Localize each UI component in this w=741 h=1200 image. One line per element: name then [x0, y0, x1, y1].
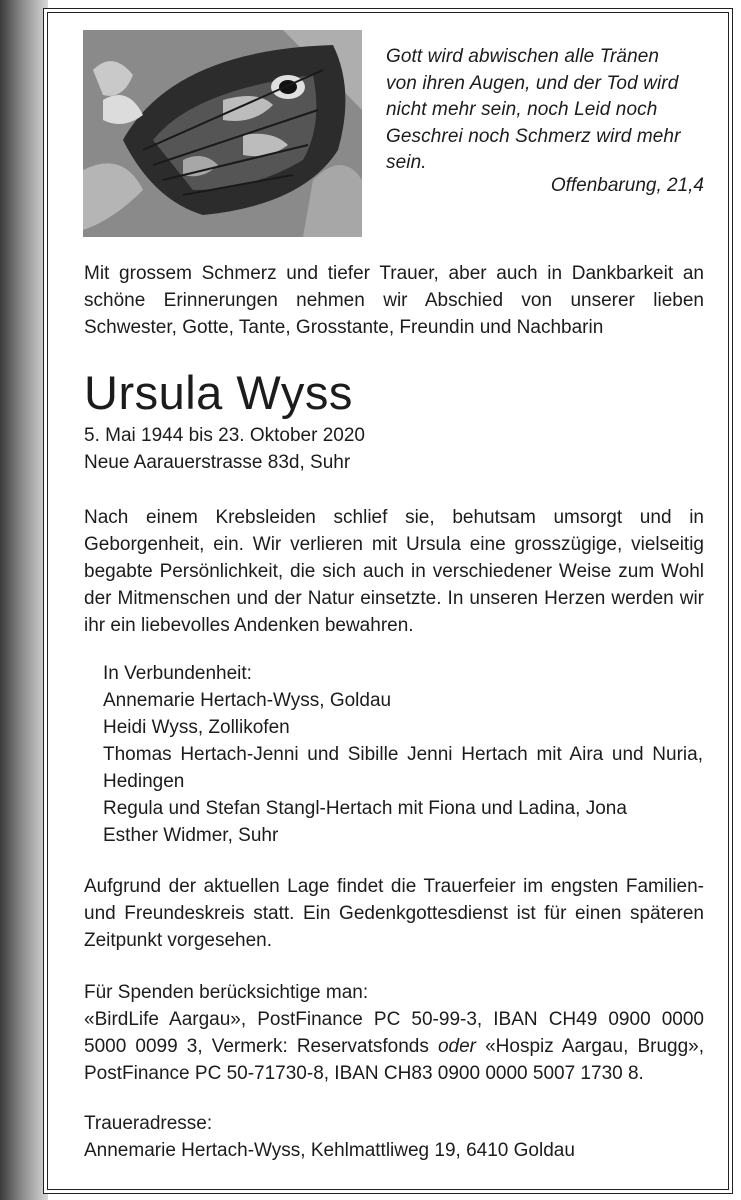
donation-line-2: «Hospiz Aargau, Brugg», PostFinance PC 50-71730-8, IBAN CH83 0900 0000 5007 1730 8.: [84, 1036, 704, 1084]
quote-line: Gott wird abwischen alle Tränen: [386, 46, 660, 67]
mourning-address-heading: Traueradresse:: [84, 1113, 213, 1134]
donations-details: [84, 1006, 704, 1087]
butterfly-image: [83, 30, 362, 237]
relative-entry: Heidi Wyss, Zollikofen: [103, 717, 290, 738]
donations-block: [84, 979, 704, 1087]
quote-source: Offenbarung, 21,4: [550, 175, 704, 196]
ceremony-paragraph: Aufgrund der aktuellen Lage findet die Trauerfeier im engsten Familien- und Freundeskreis statt. Ein Gedenkgottesdienst ist für einen späteren Zeitpunkt vorgesehen.: [84, 876, 704, 951]
quote-line: von ihren Augen, und der Tod wird: [386, 72, 679, 94]
quote-line: Geschrei noch Schmerz wird mehr: [386, 125, 681, 147]
relatives-list: [103, 660, 703, 849]
relative-entry: Esther Widmer, Suhr: [103, 825, 279, 846]
life-dates: 5. Mai 1944 bis 23. Oktober 2020: [84, 425, 365, 446]
left-shadow-edge: [0, 0, 48, 1200]
deceased-name: Ursula Wyss: [84, 366, 353, 419]
mourning-address: Annemarie Hertach-Wyss, Kehlmattliweg 19, 6410 Goldau: [84, 1140, 575, 1161]
deceased-address: Neue Aarauerstrasse 83d, Suhr: [84, 452, 351, 473]
intro-paragraph: Mit grossem Schmerz und tiefer Trauer, aber auch in Dankbarkeit an schöne Erinnerungen nehmen wir Abschied von unserer lieben Schwester, Gotte, Tante, Grosstante, Freundin und Nachbarin: [84, 263, 704, 338]
relative-entry: Thomas Hertach-Jenni und Sibille Jenni Hertach mit Aira und Nuria, Hedingen: [103, 744, 703, 792]
relative-entry: Regula und Stefan Stangl-Hertach mit Fiona und Ladina, Jona: [103, 798, 627, 819]
quote-line: nicht mehr sein, noch Leid noch: [386, 99, 658, 120]
donation-line-1: «BirdLife Aargau», PostFinance PC 50-99-3, IBAN CH49 0900 0000 5000 0099 3, Vermerk: Reservatsfonds: [84, 1009, 704, 1057]
quote-line: sein.: [386, 152, 427, 173]
mourning-address-block: [84, 1110, 704, 1164]
relative-entry: Annemarie Hertach-Wyss, Goldau: [103, 690, 392, 711]
relatives-heading: In Verbundenheit:: [103, 663, 252, 684]
donation-or: oder: [437, 1036, 476, 1057]
donations-heading: Für Spenden berücksichtige man:: [84, 982, 369, 1003]
body-paragraph: Nach einem Krebsleiden schlief sie, behutsam umsorgt und in Geborgenheit, ein. Wir verlieren mit Ursula eine grosszügige, vielseitig begabte Persönlichkeit, die sich auch in verschiedener Weise zum Wohl der Mitmenschen und der Natur einsetzte. In unseren Herzen werden wir ihr ein liebevolles Andenken bewahren.: [84, 507, 704, 636]
bible-quote: [386, 44, 704, 177]
